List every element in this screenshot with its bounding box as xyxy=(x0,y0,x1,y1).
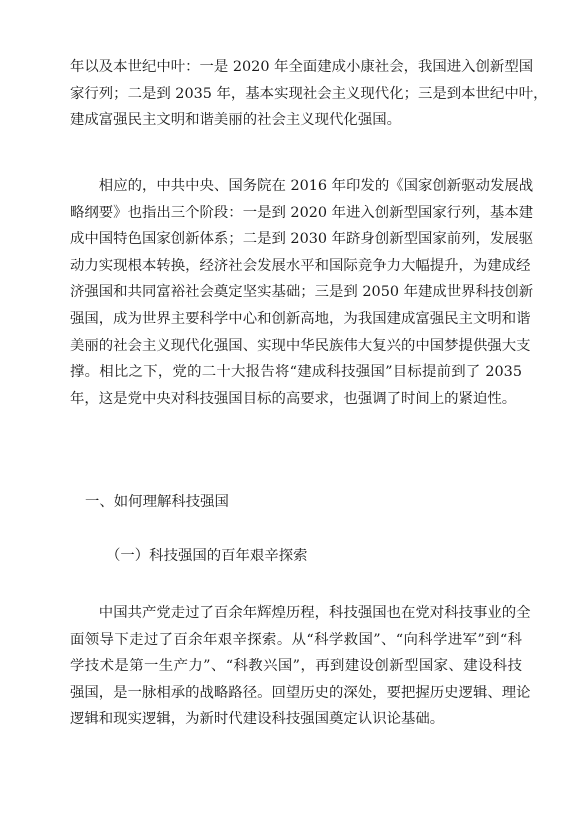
text-line: 面领导下走过了百余年艰辛探索。从“科学救国”、“向科学进军”到“科 xyxy=(70,631,522,648)
heading-text: （一）科技强国的百年艰辛探索 xyxy=(106,548,308,564)
text-line: 济强国和共同富裕社会奠定坚实基础；三是到 2050 年建成世界科技创新 xyxy=(70,284,534,301)
text-line: 中国共产党走过了百余年辉煌历程，科技强国也在党对科技事业的全 xyxy=(98,605,531,621)
text-line: 成中国特色国家创新体系；二是到 2030 年跻身创新型国家前列，发展驱 xyxy=(70,231,534,248)
text-line: 相应的，中共中央、国务院在 2016 年印发的《国家创新驱动发展战 xyxy=(98,178,534,194)
subsection-heading xyxy=(106,543,307,570)
text-line: 建成富强民主文明和谐美丽的社会主义现代化强国。 xyxy=(70,112,401,129)
text-line: 强国，成为世界主要科学中心和创新高地，为我国建成富强民主文明和谐 xyxy=(70,310,531,327)
paragraph-development-goals xyxy=(70,54,548,134)
text-line: 年，这是党中央对科技强国目标的高要求，也强调了时间上的紧迫性。 xyxy=(70,390,517,407)
text-line: 逻辑和现实逻辑，为新时代建设科技强国奠定认识论基础。 xyxy=(70,711,445,728)
text-line: 动力实现根本转换，经济社会发展水平和国际竞争力大幅提升，为建成经 xyxy=(70,257,531,274)
text-line: 略纲要》也指出三个阶段：一是到 2020 年进入创新型国家行列，基本建 xyxy=(70,204,534,221)
heading-text: 一、如何理解科技强国 xyxy=(85,494,229,510)
section-heading xyxy=(85,489,229,516)
text-line: 撑。相比之下，党的二十大报告将“建成科技强国”目标提前到了 2035 xyxy=(70,364,522,381)
text-line: 强国，是一脉相承的战略路径。回望历史的深处，要把握历史逻辑、理论 xyxy=(70,684,531,701)
text-line: 学技术是第一生产力”、“科教兴国”，再到建设创新型国家、建设科技 xyxy=(70,658,522,675)
text-line: 美丽的社会主义现代化强国、实现中华民族伟大复兴的中国梦提供强大支 xyxy=(70,337,531,354)
paragraph-century-exploration xyxy=(70,600,531,733)
text-line: 家行列；二是到 2035 年，基本实现社会主义现代化；三是到本世纪中叶， xyxy=(70,85,548,102)
text-line: 年以及本世纪中叶：一是 2020 年全面建成小康社会，我国进入创新型国 xyxy=(70,59,534,75)
paragraph-innovation-strategy xyxy=(70,173,534,412)
